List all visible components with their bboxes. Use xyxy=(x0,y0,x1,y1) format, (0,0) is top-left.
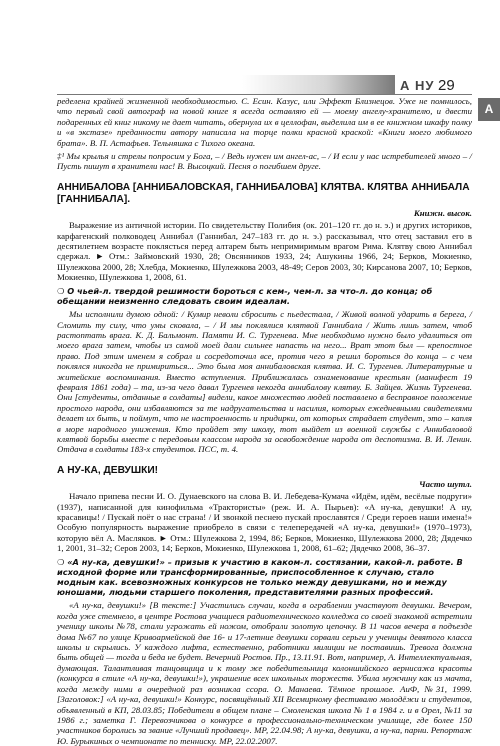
page-number: 29 xyxy=(438,77,455,94)
entry-heading-a-nu-ka-devushki: А НУ-КА, ДЕВУШКИ! xyxy=(57,464,159,476)
citations-paragraph: Мы исполнили думою одной: / Кумир неволи сбросить с пьедестала, / Живой волной ударить в берега, / Сломить ту силу, что умы сковала, – / И мы поклялися клятвой Ганнибала / Жить лишь затем, чтоб растоптать врага. К. Д. Бальмонт. Памяти И. С. Тургенева. Мне необходимо нужно было удалиться от моего врага затем, чтобы из самой моей дали сильнее напасть на него... Врат этот был — крепостное право. Под этим именем я собрал и сосредоточил все, против чего я решил бороться до конца – с чем поклялся никогда не примириться... Это была моя аннибаловская клятва. И. С. Тургенев. Литературные и житейские воспоминания. Вместо вступления. Приближалась ознаменование крестьян (манифест 19 февраля 1861 года) – та, из-за чего давал Тургенев некогда аннибалову клятву. Б. Зайцев. Жизнь Тургенева. Они [студенты, отданные в солдаты] видели, какое множество людей поставлено в бесправное положение простого народа, они избавляются за те надругательства и насилия, которых ежедневными свидетелями делает их быть, и поймут, что не настроенность и придирки, от которых страдает студент, это – капля в море народного унижения. Кто пройдет эту школу, тот выйдет из военной службы с Аннибаловой клятвой борьбы вместе с передовым классом народа за освобождение народа от деспотизма. В. И. Ленин. Отдача в солдаты 183-х студентов. ПСС, т. 4. xyxy=(57,309,472,455)
meaning-definition xyxy=(57,557,472,598)
origin-paragraph: Выражение из античной истории. По свидетельству Полибия (ок. 201–120 гг. до н. э.) и других историков, карфагенский полководец Аннибал (Ганнибал, 247–183 гг. до н. э.) рассказывал, что отец заставил его в десятилетнем возрасте поклясться перед алтарем быть непримиримым врагом Рима. Клятву свою Аннибал сдержал. ► Отм.: Займовский 1930, 28; Овсянников 1933, 24; Ашукины 1966, 24; Берков, Мокиенко, Шулежкова 2000, 28; Хлебда, Мокиенко, Шулежкова 2003, 48-49; Серов 2003, 30; Кирсанова 2007, 10; Берков, Мокиенко, Шулежкова 1, 2008, 61. xyxy=(57,220,472,283)
bullet-circle-icon: ❍ xyxy=(57,285,68,296)
style-label: Часто шутл. xyxy=(419,478,472,489)
definition-text: «А ну-ка, девушки!» – призыв к участию в каком-л. состязании, какой-л. работе. В исходной форме или трансформированные, приспособленное к случаю, стало модным как. всевозможных конкурсов не только между девушками, но и между юношами, людьми старшего поколения, представителями разных профессий. xyxy=(57,556,463,598)
thumb-index-tab: А xyxy=(478,98,500,121)
verse-quotation: ‡¹ Мы крылья и стрелы попросим у Бога, – / Ведь нужен им ангел-ас, – / И если у нас истребителей много – / Пусть пишут в хранители нас! В. Высоцкий. Песня о погибшем друге. xyxy=(57,151,472,172)
citations-paragraph: «А ну-ка, девушки!» [В тексте:] Участились случаи, когда в ограблении участвуют девушки. Вечером, когда уже стемнело, в центре Ростова учащиеся радиотехнического колледжа со своей знакомой встретили ученицу школы №78, стали угрожать ей ножом, отобрали золотую цепочку. В 11 часов вечера в подъезде дома №67 по улице Кривоармейской две 16- и 17-летние девушки сорвали серьги у ученицы девятого класса школы и скрылись. У каждого лифта, естественно, работники милиции не поставишь. Тревога должна быть общей — тогда и беда не будет. Вечерний Ростов. Пр., 13.11.91. Вот, например, А. Интеллектуальная, думающая. Талантливая танцовщица и к тому же победительница колоншийского вернисажа красоты (конкурса в стиле «А ну-ка, девушки!»), украшение всех школьных торжеств. Убила мужчину как из мачта, когда между ними в очередной раз возникла ссора. О. Манаева. Тёмное прошлое. АиФ, №31, 1999. [Заголовок:] «А ну-ка, девушки!» Конкурс, посвящённый XII Всемирному фестивалю молодёжи и студентов, объявленный в КП, 28.03.85; Победители в общем плане – Смоленская школа № 1 в 1984 г. и в Орел, №11 за 1986 г.; заметка Г. Перевозчикова о конкурсе в профессионально-техническом училище, где более 150 участников боролись за звание «Лучший продавец». МР, 22.04.98; А ну-ка, девушки, а ну-ка, парни. Репортаж Ю. Бурыкиных о чемпионате по тенниску. МР, 22.02.2007. xyxy=(57,600,472,746)
bullet-circle-icon: ❍ xyxy=(57,556,68,567)
continuation-paragraph: ределена крайней жизненной необходимостью. С. Есин. Казус, или Эффект Близнецов. Уже не помнилось, что первый свой автограф на новой книге я всегда оставляю ей — моему ангелу-хранителю, и двести подаренных ей книг никому не дает читать, обернула их в целлофан, выделила им в ее книжном шкафу полку и «в экстазе» преданности автору написала на торце полки красной краской: «Книги моего любимого брата». В. П. Астафьев. Тельняшка с Тихого океана. xyxy=(57,96,472,148)
header-rule xyxy=(57,94,472,95)
dictionary-page-body xyxy=(57,96,472,746)
style-label: Книжн. высок. xyxy=(413,207,472,218)
meaning-definition xyxy=(57,286,472,306)
definition-text: О чьей-л. твердой решимости бороться с кем-, чем-л. за что-л. до конца; об обещании неизменно следовать своим идеалам. xyxy=(57,285,433,306)
header-gradient-bar xyxy=(242,75,395,94)
origin-paragraph: Начало припева песни И. О. Дунаевского на слова В. И. Лебедева-Кумача «Идём, идём, весёлые подруги» (1937), написанной для кинофильма «Трактористы» (реж. И. А. Пырьев): «А ну-ка, девушки! А ну, красавицы! / Пускай поёт о нас страна! / И звонкой песнею пускай прославятся / Среди героев наши имена!» Особую популярность выражение приобрело в связи с телепередачей «А ну-ка, девушки!» (1970–1973), которую вёл А. Масляков. ► Отм.: Шулежкова 2, 1994, 86; Берков, Мокиенко, Шулежкова 2000, 28; Дядечко 1, 2001, 31–32; Серов 2003, 14; Берков, Мокиенко, Шулежкова 1, 2008, 61–62; Дядечко 2008, 36–37. xyxy=(57,491,472,554)
page-header xyxy=(0,0,500,100)
entry-heading-annibalova-klyatva: АННИБАЛОВА [АННИБАЛОВСКАЯ, ГАННИБАЛОВА] КЛЯТВА. КЛЯТВА АННИБАЛА [ГАННИБАЛА]. xyxy=(57,181,470,205)
running-head: А НУ xyxy=(400,78,435,93)
